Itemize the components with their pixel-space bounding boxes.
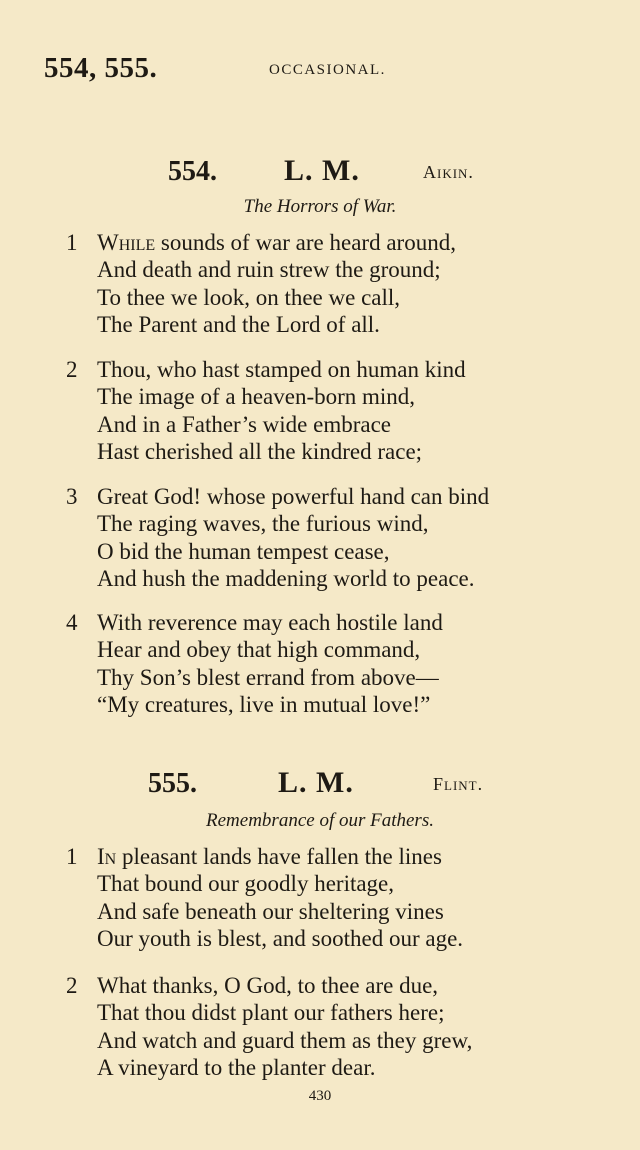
verse-initial-word: While — [97, 230, 156, 255]
verse-line: Thou, who hast stamped on human kind — [97, 357, 466, 382]
running-head-hymn-numbers: 554, 555. — [44, 52, 158, 84]
verse-line: The raging waves, the furious wind, — [97, 511, 429, 537]
verse-line: That bound our goodly heritage, — [97, 871, 395, 897]
verse-line: And hush the maddening world to peace. — [97, 566, 475, 592]
verse-initial-word: In — [97, 844, 117, 869]
hymn-author: Flint. — [433, 774, 484, 794]
verse-line: Hast cherished all the kindred race; — [97, 439, 423, 465]
verse-line: The image of a heaven-born mind, — [97, 384, 416, 410]
hymn-554-heading — [0, 154, 640, 188]
hymn-subtitle: Remembrance of our Fathers. — [206, 810, 434, 831]
running-head — [44, 52, 604, 86]
verse-line: Thy Son’s blest errand from above— — [97, 664, 439, 690]
verse-line: And safe beneath our sheltering vines — [97, 898, 444, 924]
hymn-meter: L. M. — [284, 154, 360, 187]
hymn-meter: L. M. — [278, 766, 354, 799]
hymn-subtitle: The Horrors of War. — [243, 196, 397, 217]
verse-line: To thee we look, on thee we call, — [97, 284, 401, 310]
verse-line: Hear and obey that high command, — [97, 637, 421, 663]
verse-line: While sounds of war are heard around, — [97, 230, 456, 255]
verse-line: O bid the human tempest cease, — [97, 538, 390, 564]
stanza-number: 1 — [66, 230, 78, 255]
verse-line: And watch and guard them as they grew, — [97, 1027, 473, 1053]
verse-line: And in a Father’s wide embrace — [97, 411, 392, 437]
verse-line: That thou didst plant our fathers here; — [97, 1000, 445, 1026]
verse-line: “My creatures, live in mutual love!” — [97, 692, 431, 718]
hymn-number: 555. — [148, 768, 197, 799]
verse-line: Great God! whose powerful hand can bind — [97, 484, 490, 509]
stanza-number: 2 — [66, 973, 78, 998]
verse-line: Our youth is blest, and soothed our age. — [97, 926, 464, 952]
verse-line: And death and ruin strew the ground; — [97, 257, 441, 283]
hymn-number: 554. — [168, 156, 217, 187]
stanza-number: 4 — [66, 610, 78, 635]
stanza-number: 2 — [66, 357, 78, 382]
page-number: 430 — [308, 1088, 332, 1104]
running-head-section: OCCASIONAL. — [269, 62, 386, 78]
verse-line: With reverence may each hostile land — [97, 610, 443, 635]
verse-line: In pleasant lands have fallen the lines — [97, 844, 442, 869]
stanza-number: 3 — [66, 484, 78, 509]
verse-line: What thanks, O God, to thee are due, — [97, 973, 439, 998]
verse-line: A vineyard to the planter dear. — [97, 1055, 376, 1081]
stanza-number: 1 — [66, 844, 78, 869]
verse-line: The Parent and the Lord of all. — [97, 312, 380, 338]
hymn-author: Aikin. — [423, 162, 474, 182]
hymn-555-heading — [0, 766, 640, 800]
